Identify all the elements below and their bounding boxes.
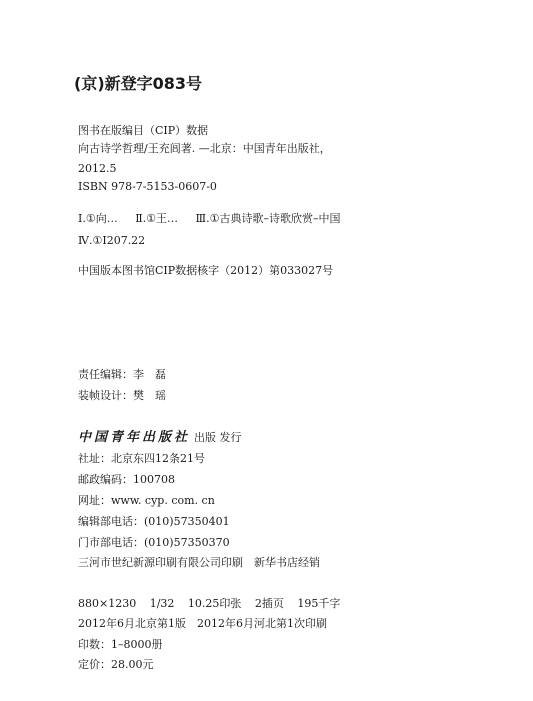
class-item-2: Ⅱ.①王… [135, 212, 179, 225]
book-format [78, 597, 340, 611]
publisher-logo: 中国青年出版社 [78, 430, 191, 445]
cip-title-line: 向古诗学哲理/王充闾著. —北京：中国青年出版社， [78, 142, 331, 155]
isbn: ISBN 978-7-5153-0607-0 [78, 180, 217, 193]
print-run: 印数：1–8000册 [78, 638, 163, 651]
cip-classification-1 [78, 212, 341, 226]
registration-number: (京)新登字083号 [74, 74, 203, 93]
publisher-suffix: 出版 发行 [194, 431, 242, 444]
format-item: 2插页 [254, 597, 284, 610]
format-item: 880×1230 [78, 597, 137, 610]
editorial-phone: 编辑部电话：(010)57350401 [78, 515, 230, 528]
price: 定价：28.00元 [78, 658, 154, 671]
cip-verify-number: 中国版本图书馆CIP数据核字（2012）第033027号 [78, 264, 334, 277]
cover-designer: 装帧设计：樊 瑶 [78, 389, 166, 402]
class-item-3: Ⅲ.①古典诗歌–诗歌欣赏–中国 [195, 212, 341, 225]
format-item: 1/32 [149, 597, 175, 610]
website: 网址：www. cyp. com. cn [78, 494, 215, 507]
postcode: 邮政编码：100708 [78, 473, 175, 486]
cip-heading: 图书在版编目（CIP）数据 [78, 124, 209, 137]
format-item: 10.25印张 [187, 597, 242, 610]
publisher-address: 社址：北京东四12条21号 [78, 452, 205, 465]
edition-info: 2012年6月北京第1版 2012年6月河北第1次印刷 [78, 617, 327, 630]
cip-classification-2: Ⅳ.①I207.22 [78, 234, 146, 247]
retail-phone: 门市部电话：(010)57350370 [78, 536, 230, 549]
responsible-editor: 责任编辑：李 磊 [78, 368, 166, 381]
cip-year: 2012.5 [78, 162, 117, 175]
printer-distributor: 三河市世纪新源印刷有限公司印刷 新华书店经销 [78, 556, 320, 569]
format-item: 195千字 [297, 597, 341, 610]
class-item-1: Ⅰ.①向… [78, 212, 118, 225]
publisher-line [78, 431, 242, 445]
